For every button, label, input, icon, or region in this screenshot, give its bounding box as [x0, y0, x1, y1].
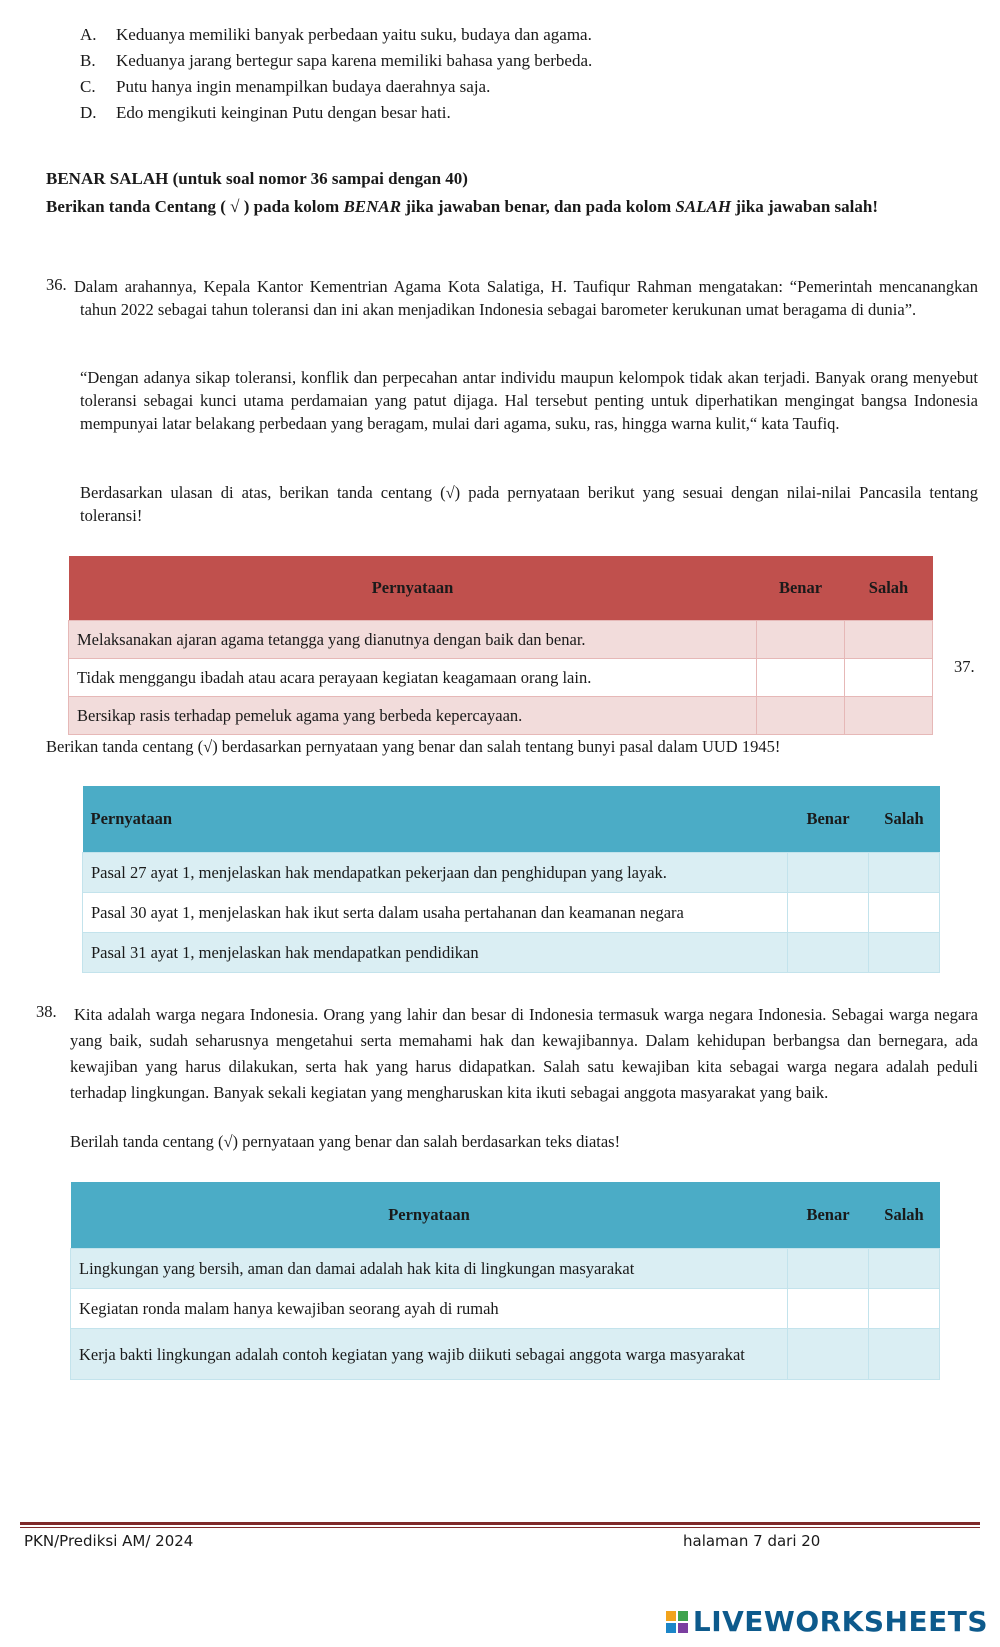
salah-checkbox[interactable]	[869, 1289, 940, 1329]
header-salah: Salah	[869, 1182, 940, 1249]
table-row	[69, 621, 933, 659]
salah-checkbox[interactable]	[869, 853, 940, 893]
header-benar: Benar	[757, 556, 845, 621]
benar-checkbox[interactable]	[757, 659, 845, 697]
statement-cell: Bersikap rasis terhadap pemeluk agama yang berbeda kepercayaan.	[69, 697, 757, 735]
benar-checkbox[interactable]	[788, 933, 869, 973]
salah-checkbox[interactable]	[845, 659, 933, 697]
table-row	[83, 933, 940, 973]
option-b: B. Keduanya jarang bertegur sapa karena memiliki bahasa yang berbeda.	[80, 51, 593, 70]
table-row	[71, 1289, 940, 1329]
header-benar: Benar	[788, 786, 869, 853]
footer-left: PKN/Prediksi AM/ 2024	[24, 1532, 194, 1550]
footer-page-number: halaman 7 dari 20	[683, 1532, 821, 1550]
table-row	[69, 659, 933, 697]
option-a: A. Keduanya memiliki banyak perbedaan yaitu suku, budaya dan agama.	[80, 25, 592, 44]
table-row	[83, 893, 940, 933]
option-d: D. Edo mengikuti keinginan Putu dengan besar hati.	[80, 103, 451, 122]
option-c: C. Putu hanya ingin menampilkan budaya daerahnya saja.	[80, 77, 491, 96]
brand-name: LIVEWORKSHEETS	[692, 1605, 988, 1638]
table-header	[69, 556, 933, 621]
benar-checkbox[interactable]	[757, 697, 845, 735]
q38-paragraph: Kita adalah warga negara Indonesia. Orang yang lahir dan besar di Indonesia termasuk warga negara Indonesia. Sebagai warga negara yang baik, sudah seharusnya mengetahui serta memahami hak dan kewajibannya. Dalam kehidupan berbangsa dan bernegara, ada kewajiban yang harus dilakukan, serta hak yang harus didapatkan. Salah satu kewajiban kita sebagai warga negara adalah peduli terhadap lingkungan. Banyak sekali kegiatan yang mengharuskan kita ikuti sebagai anggota masyarakat yang baik.	[70, 1005, 978, 1102]
statement-cell: Tidak menggangu ibadah atau acara perayaan kegiatan keagamaan orang lain.	[69, 659, 757, 697]
table-row	[71, 1329, 940, 1380]
q38-table	[70, 1182, 940, 1380]
header-salah: Salah	[869, 786, 940, 853]
table-row	[83, 853, 940, 893]
header-statement: Pernyataan	[71, 1182, 788, 1249]
header-benar: Benar	[788, 1182, 869, 1249]
header-statement: Pernyataan	[83, 786, 788, 853]
statement-cell: Kerja bakti lingkungan adalah contoh kegiatan yang wajib diikuti sebagai anggota warga masyarakat	[71, 1329, 788, 1380]
statement-cell: Pasal 30 ayat 1, menjelaskan hak ikut serta dalam usaha pertahanan dan keamanan negara	[83, 893, 788, 933]
footer-rule	[20, 1522, 980, 1525]
liveworksheets-logo	[666, 1605, 988, 1638]
footer-rule-thin	[20, 1527, 980, 1528]
q36-paragraph-3: Berdasarkan ulasan di atas, berikan tanda centang (√) pada pernyataan berikut yang sesuai dengan nilai-nilai Pancasila tentang toleransi!	[80, 483, 978, 525]
table-row	[71, 1249, 940, 1289]
benar-checkbox[interactable]	[788, 853, 869, 893]
statement-cell: Kegiatan ronda malam hanya kewajiban seorang ayah di rumah	[71, 1289, 788, 1329]
benar-checkbox[interactable]	[788, 1289, 869, 1329]
header-salah: Salah	[845, 556, 933, 621]
header-statement: Pernyataan	[69, 556, 757, 621]
q36-table	[68, 556, 933, 735]
salah-checkbox[interactable]	[869, 1329, 940, 1380]
benar-checkbox[interactable]	[788, 1249, 869, 1289]
table-header	[71, 1182, 940, 1249]
benar-checkbox[interactable]	[788, 893, 869, 933]
table-row	[69, 697, 933, 735]
benar-checkbox[interactable]	[788, 1329, 869, 1380]
q38-number: 38.	[36, 1002, 57, 1021]
statement-cell: Pasal 27 ayat 1, menjelaskan hak mendapatkan pekerjaan dan penghidupan yang layak.	[83, 853, 788, 893]
salah-checkbox[interactable]	[845, 697, 933, 735]
salah-checkbox[interactable]	[869, 893, 940, 933]
benar-checkbox[interactable]	[757, 621, 845, 659]
statement-cell: Melaksanakan ajaran agama tetangga yang dianutnya dengan baik dan benar.	[69, 621, 757, 659]
statement-cell: Lingkungan yang bersih, aman dan damai adalah hak kita di lingkungan masyarakat	[71, 1249, 788, 1289]
q37-instruction: Berikan tanda centang (√) berdasarkan pernyataan yang benar dan salah tentang bunyi pasal dalam UUD 1945!	[46, 737, 781, 756]
table-header	[83, 786, 940, 853]
q36-paragraph-1: Dalam arahannya, Kepala Kantor Kementrian Agama Kota Salatiga, H. Taufiqur Rahman mengatakan: “Pemerintah mencanangkan tahun 2022 sebagai tahun toleransi dan ini akan menjadikan Indonesia sebagai barometer kerukunan umat beragama di dunia”.	[74, 277, 978, 319]
q36-paragraph-2: “Dengan adanya sikap toleransi, konflik dan perpecahan antar individu maupun kelompok tidak akan terjadi. Banyak orang menyebut toleransi sebagai kunci utama perdamaian yang patut dijaga. Hal tersebut penting untuk diperhatikan mengingat bangsa Indonesia mempunyai latar belakang perbedaan yang beragam, mulai dari agama, suku, ras, hingga warna kulit,“ kata Taufiq.	[80, 368, 978, 433]
section-instruction: Berikan tanda Centang ( √ ) pada kolom BENAR jika jawaban benar, dan pada kolom SALAH jika jawaban salah!	[46, 197, 879, 216]
liveworksheets-logo-icon	[666, 1611, 688, 1633]
salah-checkbox[interactable]	[869, 933, 940, 973]
q37-number: 37.	[954, 657, 975, 676]
q37-table	[82, 786, 940, 973]
salah-checkbox[interactable]	[845, 621, 933, 659]
q38-instruction: Berilah tanda centang (√) pernyataan yang benar dan salah berdasarkan teks diatas!	[70, 1132, 621, 1151]
salah-checkbox[interactable]	[869, 1249, 940, 1289]
statement-cell: Pasal 31 ayat 1, menjelaskan hak mendapatkan pendidikan	[83, 933, 788, 973]
section-title: BENAR SALAH (untuk soal nomor 36 sampai dengan 40)	[46, 169, 468, 188]
q36-number: 36.	[46, 275, 67, 294]
